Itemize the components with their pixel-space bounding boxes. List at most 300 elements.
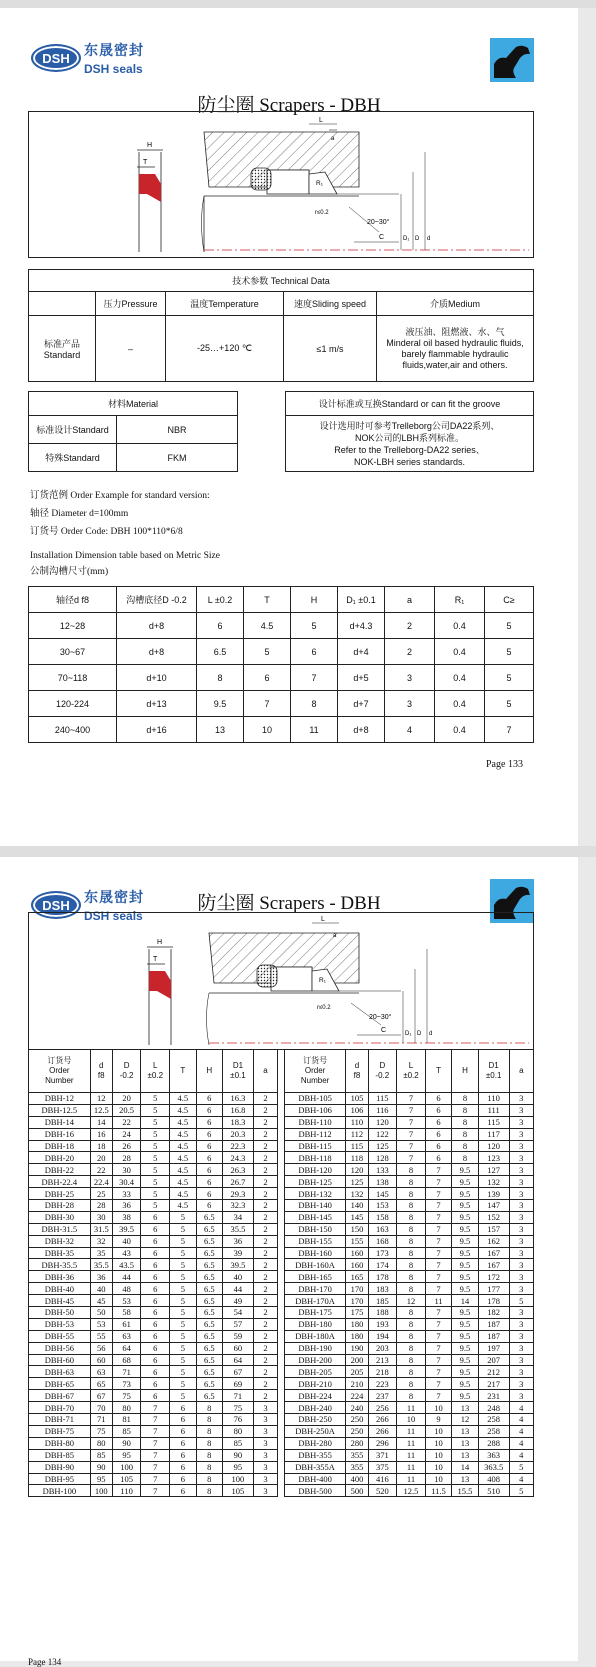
order-value-cell: 8 <box>196 1402 222 1414</box>
order-value-cell: 6.5 <box>196 1378 222 1390</box>
page-title: 防尘圈 Scrapers - DBH <box>197 893 381 914</box>
dim-c-label: C <box>381 1027 387 1034</box>
order-value-cell: 132 <box>346 1188 368 1200</box>
order-value-cell: 266 <box>368 1425 397 1437</box>
order-value-cell: 49 <box>223 1295 254 1307</box>
order-header: a <box>509 1050 533 1093</box>
order-value-cell: 7 <box>141 1437 170 1449</box>
seal-cross-section <box>147 939 173 1045</box>
order-header: 订货号 Order Number <box>284 1050 346 1093</box>
order-row <box>29 1378 534 1390</box>
order-value-cell: 5 <box>141 1116 170 1128</box>
order-value-cell: 6 <box>196 1152 222 1164</box>
order-value-cell: 167 <box>478 1259 509 1271</box>
order-value-cell: 152 <box>478 1211 509 1223</box>
order-value-cell: 10 <box>425 1425 451 1437</box>
table-gap <box>278 1116 285 1128</box>
order-number-cell: DBH-355 <box>284 1449 346 1461</box>
order-value-cell: 64 <box>112 1342 141 1354</box>
order-header: 订货号 Order Number <box>29 1050 91 1093</box>
order-header: D1 ±0.1 <box>478 1050 509 1093</box>
order-value-cell: 8 <box>397 1223 426 1235</box>
table-gap <box>278 1176 285 1188</box>
order-value-cell: 5 <box>141 1140 170 1152</box>
order-value-cell: 12.5 <box>90 1104 112 1116</box>
order-value-cell: 3 <box>509 1390 533 1402</box>
install-row <box>29 613 534 639</box>
order-value-cell: 2 <box>253 1152 277 1164</box>
tech-row-label: 标准产品 Standard <box>29 316 96 382</box>
order-number-cell: DBH-165 <box>284 1271 346 1283</box>
logo-english-name: DSH seals <box>84 62 143 76</box>
dim-d-upper-label: D <box>415 236 420 242</box>
order-value-cell: 6 <box>141 1211 170 1223</box>
order-value-cell: 10 <box>397 1414 426 1426</box>
order-number-cell: DBH-50 <box>29 1307 91 1319</box>
order-value-cell: 9.5 <box>452 1259 478 1271</box>
order-value-cell: 8 <box>397 1164 426 1176</box>
order-value-cell: 180 <box>346 1330 368 1342</box>
order-value-cell: 36 <box>90 1271 112 1283</box>
order-number-cell: DBH-160 <box>284 1247 346 1259</box>
order-number-cell: DBH-31.5 <box>29 1223 91 1235</box>
order-value-cell: 6.5 <box>196 1307 222 1319</box>
page-gap <box>0 846 596 857</box>
order-value-cell: 7 <box>425 1366 451 1378</box>
order-value-cell: 9.5 <box>452 1330 478 1342</box>
order-value-cell: 8 <box>397 1271 426 1283</box>
order-value-cell: 133 <box>368 1164 397 1176</box>
order-value-cell: 6 <box>170 1473 196 1485</box>
order-example-diameter: 轴径 Diameter d=100mm <box>30 509 129 519</box>
order-value-cell: 4.5 <box>170 1200 196 1212</box>
order-value-cell: 147 <box>478 1200 509 1212</box>
order-value-cell: 110 <box>478 1093 509 1105</box>
order-value-cell: 8 <box>397 1259 426 1271</box>
order-value-cell: 11 <box>397 1437 426 1449</box>
order-value-cell: 80 <box>223 1425 254 1437</box>
order-row <box>29 1485 534 1497</box>
install-cell: 6 <box>291 639 338 665</box>
order-value-cell: 6 <box>425 1116 451 1128</box>
table-gap <box>278 1128 285 1140</box>
dim-d1-label: D₁ <box>405 1031 412 1037</box>
order-value-cell: 3 <box>509 1342 533 1354</box>
order-value-cell: 2 <box>253 1200 277 1212</box>
order-value-cell: 67 <box>223 1366 254 1378</box>
order-value-cell: 6 <box>141 1390 170 1402</box>
order-value-cell: 8 <box>452 1104 478 1116</box>
order-header: d f8 <box>346 1050 368 1093</box>
tech-header-blank <box>29 292 96 316</box>
order-value-cell: 20.3 <box>223 1128 254 1140</box>
order-value-cell: 168 <box>368 1235 397 1247</box>
order-value-cell: 6 <box>141 1378 170 1390</box>
install-cell: d+8 <box>338 717 385 743</box>
order-value-cell: 178 <box>478 1295 509 1307</box>
order-value-cell: 213 <box>368 1354 397 1366</box>
order-value-cell: 3 <box>509 1152 533 1164</box>
install-cell: 8 <box>291 691 338 717</box>
install-header: C≥ <box>485 587 534 613</box>
order-value-cell: 2 <box>253 1283 277 1295</box>
order-number-cell: DBH-106 <box>284 1104 346 1116</box>
order-number-cell: DBH-150 <box>284 1223 346 1235</box>
order-number-cell: DBH-75 <box>29 1425 91 1437</box>
order-value-cell: 68 <box>112 1354 141 1366</box>
order-value-cell: 12 <box>452 1414 478 1426</box>
order-value-cell: 9.5 <box>452 1354 478 1366</box>
order-value-cell: 24 <box>112 1128 141 1140</box>
order-value-cell: 3 <box>509 1330 533 1342</box>
order-value-cell: 6.5 <box>196 1295 222 1307</box>
order-number-cell: DBH-155 <box>284 1235 346 1247</box>
order-value-cell: 256 <box>368 1402 397 1414</box>
table-gap <box>278 1235 285 1247</box>
order-value-cell: 3 <box>509 1104 533 1116</box>
order-row <box>29 1128 534 1140</box>
order-value-cell: 8 <box>196 1473 222 1485</box>
order-value-cell: 20.5 <box>112 1104 141 1116</box>
order-value-cell: 70 <box>90 1402 112 1414</box>
order-number-cell: DBH-250 <box>284 1414 346 1426</box>
table-gap <box>278 1283 285 1295</box>
table-gap <box>278 1093 285 1105</box>
order-value-cell: 160 <box>346 1259 368 1271</box>
order-header: H <box>452 1050 478 1093</box>
order-value-cell: 95 <box>90 1473 112 1485</box>
install-cell: 4.5 <box>244 613 291 639</box>
order-value-cell: 8 <box>397 1235 426 1247</box>
order-number-cell: DBH-180A <box>284 1330 346 1342</box>
order-value-cell: 4.5 <box>170 1093 196 1105</box>
order-value-cell: 7 <box>425 1390 451 1402</box>
order-value-cell: 8 <box>452 1093 478 1105</box>
order-header: a <box>253 1050 277 1093</box>
order-value-cell: 188 <box>368 1307 397 1319</box>
install-cell: 5 <box>485 691 534 717</box>
order-value-cell: 65 <box>90 1378 112 1390</box>
order-number-cell: DBH-355A <box>284 1461 346 1473</box>
order-value-cell: 5 <box>170 1307 196 1319</box>
order-value-cell: 75 <box>90 1425 112 1437</box>
order-value-cell: 5 <box>170 1342 196 1354</box>
order-value-cell: 6 <box>196 1176 222 1188</box>
order-number-cell: DBH-210 <box>284 1378 346 1390</box>
order-row <box>29 1425 534 1437</box>
install-row <box>29 665 534 691</box>
order-value-cell: 128 <box>368 1152 397 1164</box>
order-value-cell: 30 <box>90 1211 112 1223</box>
order-value-cell: 7 <box>425 1247 451 1259</box>
order-value-cell: 258 <box>478 1425 509 1437</box>
order-value-cell: 2 <box>253 1176 277 1188</box>
order-value-cell: 16.8 <box>223 1104 254 1116</box>
order-value-cell: 64 <box>223 1354 254 1366</box>
tech-speed: ≤1 m/s <box>284 316 377 382</box>
order-number-cell: DBH-63 <box>29 1366 91 1378</box>
install-cell: d+16 <box>117 717 197 743</box>
order-value-cell: 110 <box>346 1116 368 1128</box>
order-number-cell: DBH-35 <box>29 1247 91 1259</box>
table-gap <box>278 1152 285 1164</box>
order-number-cell: DBH-55 <box>29 1330 91 1342</box>
dim-l-label: L <box>321 916 325 923</box>
order-value-cell: 7 <box>397 1140 426 1152</box>
order-value-cell: 30.4 <box>112 1176 141 1188</box>
order-value-cell: 3 <box>509 1140 533 1152</box>
order-value-cell: 355 <box>346 1461 368 1473</box>
order-value-cell: 288 <box>478 1437 509 1449</box>
order-value-cell: 3 <box>509 1176 533 1188</box>
order-value-cell: 71 <box>90 1414 112 1426</box>
order-value-cell: 6 <box>425 1152 451 1164</box>
install-cell: 8 <box>197 665 244 691</box>
order-header: H <box>196 1050 222 1093</box>
order-value-cell: 32.3 <box>223 1200 254 1212</box>
order-value-cell: 15.5 <box>452 1485 478 1497</box>
order-value-cell: 223 <box>368 1378 397 1390</box>
order-value-cell: 2 <box>253 1093 277 1105</box>
order-number-cell: DBH-205 <box>284 1366 346 1378</box>
table-gap <box>278 1461 285 1473</box>
order-value-cell: 5 <box>170 1283 196 1295</box>
order-row <box>29 1295 534 1307</box>
order-value-cell: 9.5 <box>452 1211 478 1223</box>
order-value-cell: 31.5 <box>90 1223 112 1235</box>
order-value-cell: 207 <box>478 1354 509 1366</box>
order-value-cell: 6 <box>196 1200 222 1212</box>
install-cell: 0.4 <box>435 665 485 691</box>
order-value-cell: 3 <box>509 1271 533 1283</box>
order-value-cell: 35 <box>90 1247 112 1259</box>
order-value-cell: 100 <box>223 1473 254 1485</box>
install-cell: 6 <box>244 665 291 691</box>
order-number-cell: DBH-56 <box>29 1342 91 1354</box>
order-value-cell: 7 <box>425 1307 451 1319</box>
order-value-cell: 7 <box>141 1485 170 1497</box>
table-gap <box>278 1354 285 1366</box>
order-value-cell: 56 <box>90 1342 112 1354</box>
installation-drawing <box>28 912 534 1050</box>
install-cell: d+8 <box>117 639 197 665</box>
order-value-cell: 5 <box>141 1164 170 1176</box>
order-value-cell: 10 <box>425 1402 451 1414</box>
order-value-cell: 6 <box>170 1485 196 1497</box>
order-value-cell: 3 <box>509 1128 533 1140</box>
order-value-cell: 187 <box>478 1330 509 1342</box>
order-value-cell: 44 <box>223 1283 254 1295</box>
install-cell: d+7 <box>338 691 385 717</box>
order-value-cell: 296 <box>368 1437 397 1449</box>
order-value-cell: 13 <box>452 1425 478 1437</box>
order-value-cell: 4 <box>509 1425 533 1437</box>
table-gap <box>278 1188 285 1200</box>
order-value-cell: 355 <box>346 1449 368 1461</box>
material-table <box>28 391 238 472</box>
order-value-cell: 7 <box>425 1176 451 1188</box>
order-value-cell: 26.3 <box>223 1164 254 1176</box>
install-cell: 4 <box>385 717 435 743</box>
install-cell: 5 <box>291 613 338 639</box>
order-value-cell: 30 <box>112 1164 141 1176</box>
order-value-cell: 8 <box>452 1152 478 1164</box>
order-value-cell: 5 <box>141 1188 170 1200</box>
order-value-cell: 363.5 <box>478 1461 509 1473</box>
install-header: 沟槽底径D -0.2 <box>117 587 197 613</box>
order-value-cell: 500 <box>346 1485 368 1497</box>
order-value-cell: 80 <box>90 1437 112 1449</box>
order-value-cell: 9.5 <box>452 1283 478 1295</box>
order-value-cell: 6.5 <box>196 1223 222 1235</box>
order-value-cell: 3 <box>253 1425 277 1437</box>
catalog-page-134 <box>0 857 578 1667</box>
order-value-cell: 237 <box>368 1390 397 1402</box>
table-gap <box>278 1402 285 1414</box>
order-value-cell: 6.5 <box>196 1318 222 1330</box>
standard-caption: 设计标准或互换Standard or can fit the groove <box>286 392 534 416</box>
order-value-cell: 363 <box>478 1449 509 1461</box>
order-value-cell: 6 <box>196 1116 222 1128</box>
order-value-cell: 7 <box>425 1188 451 1200</box>
install-cell: 6 <box>197 613 244 639</box>
order-value-cell: 8 <box>397 1283 426 1295</box>
order-number-cell: DBH-240 <box>284 1402 346 1414</box>
order-value-cell: 3 <box>509 1235 533 1247</box>
order-value-cell: 67 <box>90 1390 112 1402</box>
order-row <box>29 1307 534 1319</box>
order-value-cell: 11 <box>397 1473 426 1485</box>
order-value-cell: 10 <box>425 1473 451 1485</box>
tech-header-speed: 速度Sliding speed <box>284 292 377 316</box>
order-value-cell: 7 <box>141 1425 170 1437</box>
order-value-cell: 7 <box>425 1235 451 1247</box>
table-gap <box>278 1473 285 1485</box>
order-value-cell: 6 <box>141 1247 170 1259</box>
order-value-cell: 200 <box>346 1354 368 1366</box>
order-value-cell: 180 <box>346 1318 368 1330</box>
order-value-cell: 6 <box>141 1330 170 1342</box>
order-value-cell: 7 <box>425 1378 451 1390</box>
install-cell: 0.4 <box>435 639 485 665</box>
order-value-cell: 120 <box>346 1164 368 1176</box>
order-number-cell: DBH-18 <box>29 1140 91 1152</box>
order-number-cell: DBH-22 <box>29 1164 91 1176</box>
table-gap <box>278 1342 285 1354</box>
order-value-cell: 43 <box>112 1247 141 1259</box>
install-row <box>29 691 534 717</box>
order-value-cell: 18 <box>90 1140 112 1152</box>
order-value-cell: 2 <box>253 1354 277 1366</box>
order-value-cell: 3 <box>509 1318 533 1330</box>
order-row <box>29 1354 534 1366</box>
order-value-cell: 9.5 <box>452 1271 478 1283</box>
order-number-cell: DBH-200 <box>284 1354 346 1366</box>
order-row <box>29 1104 534 1116</box>
order-value-cell: 6 <box>425 1128 451 1140</box>
order-value-cell: 5 <box>141 1152 170 1164</box>
material-row-label: 标准设计Standard <box>29 416 117 444</box>
order-value-cell: 8 <box>397 1390 426 1402</box>
order-value-cell: 9.5 <box>452 1342 478 1354</box>
order-example-code: 订货号 Order Code: DBH 100*110*6/8 <box>30 527 183 537</box>
dim-d-upper-label: D <box>417 1031 422 1037</box>
order-number-cell: DBH-224 <box>284 1390 346 1402</box>
order-value-cell: 6.5 <box>196 1259 222 1271</box>
install-header: L ±0.2 <box>197 587 244 613</box>
order-value-cell: 7 <box>425 1211 451 1223</box>
order-value-cell: 8 <box>452 1116 478 1128</box>
install-cell: 70~118 <box>29 665 117 691</box>
order-value-cell: 40 <box>223 1271 254 1283</box>
order-value-cell: 120 <box>478 1140 509 1152</box>
order-value-cell: 4.5 <box>170 1152 196 1164</box>
order-value-cell: 8 <box>397 1307 426 1319</box>
order-row <box>29 1402 534 1414</box>
table-gap <box>278 1378 285 1390</box>
order-value-cell: 6 <box>170 1402 196 1414</box>
order-value-cell: 145 <box>346 1211 368 1223</box>
order-value-cell: 258 <box>478 1414 509 1426</box>
install-cell: 0.4 <box>435 691 485 717</box>
install-row <box>29 639 534 665</box>
order-value-cell: 71 <box>223 1390 254 1402</box>
order-value-cell: 9.5 <box>452 1164 478 1176</box>
order-value-cell: 3 <box>253 1461 277 1473</box>
order-header: D -0.2 <box>112 1050 141 1093</box>
order-value-cell: 2 <box>253 1259 277 1271</box>
order-value-cell: 8 <box>397 1200 426 1212</box>
order-value-cell: 408 <box>478 1473 509 1485</box>
tech-header-medium: 介质Medium <box>377 292 534 316</box>
order-value-cell: 95 <box>112 1449 141 1461</box>
order-header: D1 ±0.1 <box>223 1050 254 1093</box>
order-value-cell: 22.4 <box>90 1176 112 1188</box>
order-value-cell: 2 <box>253 1211 277 1223</box>
table-gap <box>278 1223 285 1235</box>
order-value-cell: 185 <box>368 1295 397 1307</box>
order-value-cell: 9.5 <box>452 1390 478 1402</box>
order-value-cell: 3 <box>509 1188 533 1200</box>
order-row <box>29 1330 534 1342</box>
order-value-cell: 13 <box>452 1437 478 1449</box>
dim-h-label: H <box>157 939 163 946</box>
order-header: L ±0.2 <box>141 1050 170 1093</box>
order-value-cell: 132 <box>478 1176 509 1188</box>
table-gap <box>278 1259 285 1271</box>
order-number-cell: DBH-36 <box>29 1271 91 1283</box>
standard-text: 设计选用时可参考Trelleborg公司DA22系列、 NOK公司的LBH系列标准。 Refer to the Trelleborg-DA22 series、 NOK-LBH series standards. <box>286 416 534 472</box>
installation-caption-cn: 公制沟槽尺寸(mm) <box>30 567 109 577</box>
order-value-cell: 3 <box>509 1200 533 1212</box>
table-gap <box>278 1425 285 1437</box>
order-value-cell: 6 <box>141 1295 170 1307</box>
install-cell: 12~28 <box>29 613 117 639</box>
order-value-cell: 5 <box>170 1223 196 1235</box>
order-value-cell: 5 <box>170 1211 196 1223</box>
order-value-cell: 60 <box>223 1342 254 1354</box>
order-value-cell: 7 <box>425 1164 451 1176</box>
logo-mark: DSH <box>31 891 81 919</box>
install-cell: d+5 <box>338 665 385 691</box>
order-number-cell: DBH-14 <box>29 1116 91 1128</box>
angle-label: 20~30° <box>369 1014 392 1021</box>
order-value-cell: 6 <box>141 1354 170 1366</box>
order-value-cell: 90 <box>90 1461 112 1473</box>
order-value-cell: 8 <box>397 1176 426 1188</box>
order-value-cell: 3 <box>509 1223 533 1235</box>
table-gap <box>278 1366 285 1378</box>
